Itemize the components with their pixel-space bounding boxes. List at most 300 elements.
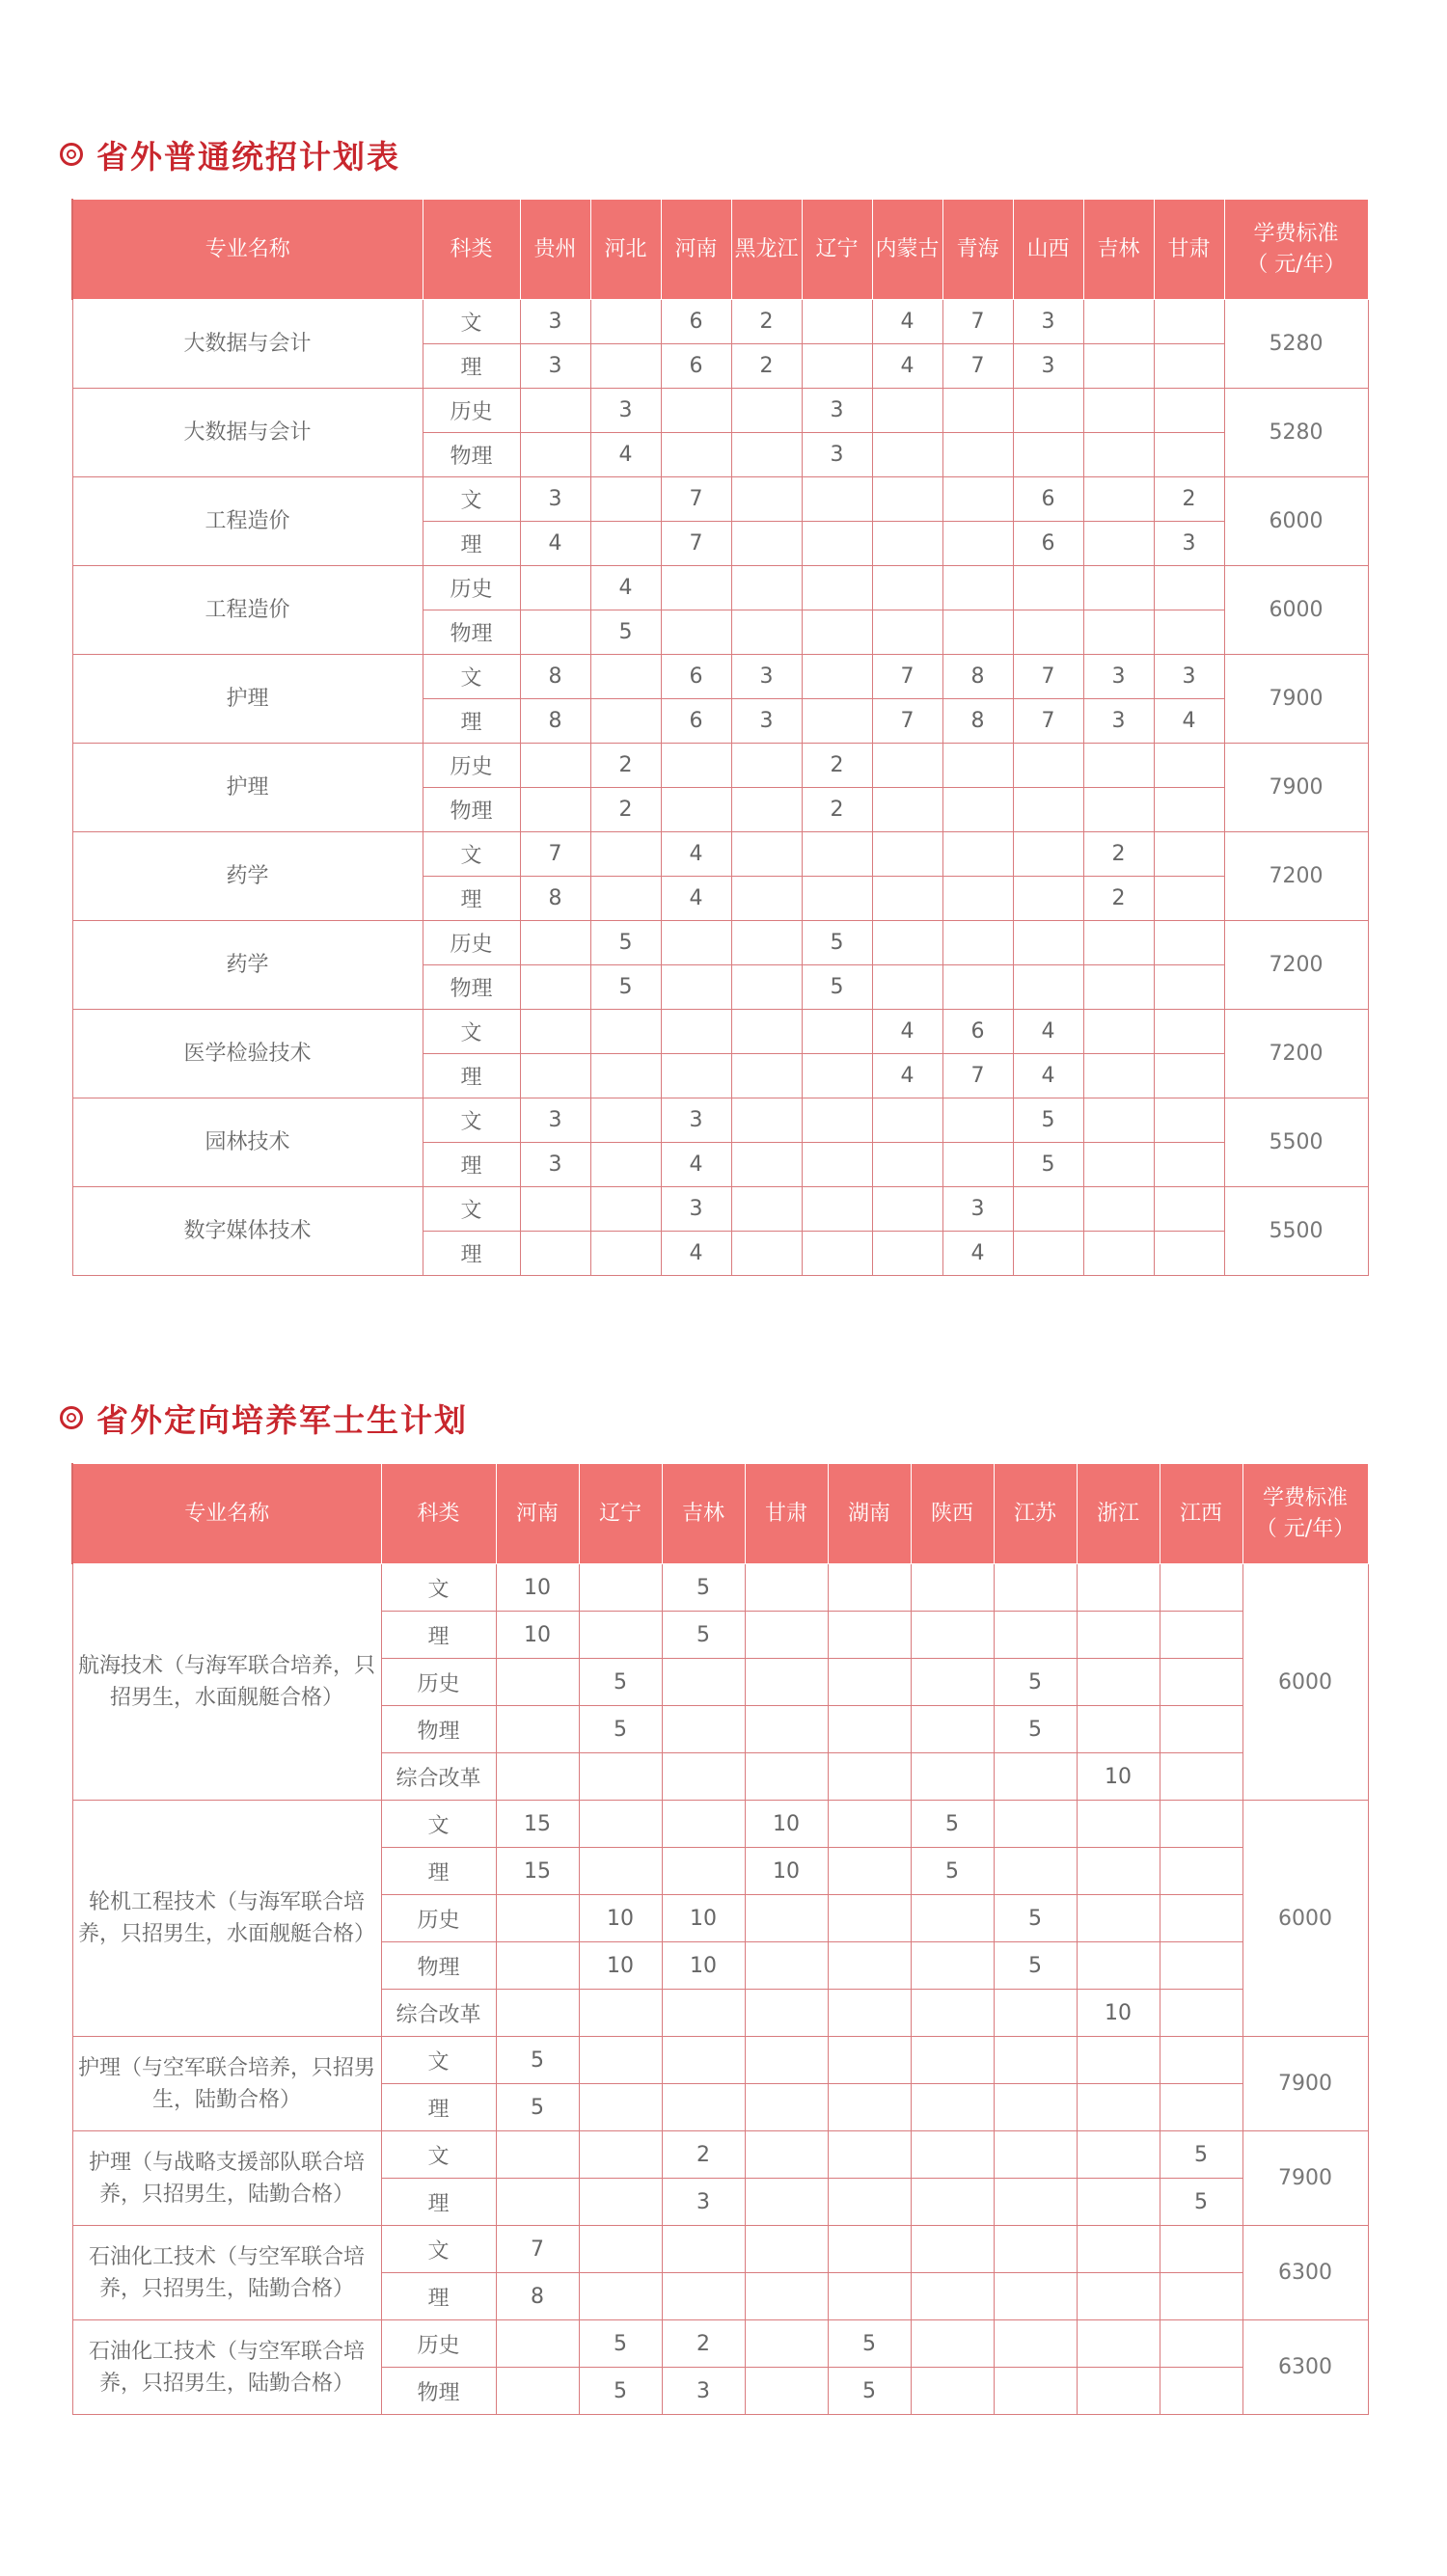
table-row <box>72 744 1368 788</box>
quota-cell: 10 <box>662 1942 745 1990</box>
quota-cell: 3 <box>942 1187 1013 1232</box>
column-header: 湖南 <box>828 1464 911 1564</box>
quota-cell <box>520 1232 590 1276</box>
quota-cell <box>1154 1143 1224 1187</box>
quota-cell <box>496 2320 579 2368</box>
quota-cell <box>731 877 802 921</box>
subject-type-cell: 文 <box>381 1801 496 1848</box>
quota-cell <box>994 1564 1077 1612</box>
column-header: 河北 <box>590 200 661 300</box>
subject-type-cell: 历史 <box>423 744 520 788</box>
quota-cell <box>1154 433 1224 477</box>
quota-cell <box>520 744 590 788</box>
quota-cell: 5 <box>994 1706 1077 1753</box>
quota-cell <box>994 2273 1077 2320</box>
quota-cell <box>911 2320 994 2368</box>
quota-cell <box>520 921 590 965</box>
quota-cell <box>745 1659 828 1706</box>
quota-cell <box>590 344 661 389</box>
quota-cell: 3 <box>520 1143 590 1187</box>
quota-cell <box>1160 2273 1242 2320</box>
quota-cell: 5 <box>994 1659 1077 1706</box>
quota-cell: 3 <box>520 300 590 344</box>
quota-cell: 5 <box>1013 1143 1083 1187</box>
quota-cell <box>942 389 1013 433</box>
subject-type-cell: 文 <box>423 655 520 699</box>
quota-cell <box>745 1895 828 1942</box>
tuition-fee-cell: 7900 <box>1224 655 1368 744</box>
quota-cell: 3 <box>662 2179 745 2226</box>
quota-cell: 7 <box>1013 699 1083 744</box>
column-header: 吉林 <box>1083 200 1154 300</box>
major-name-cell: 医学检验技术 <box>72 1010 423 1098</box>
quota-cell: 4 <box>590 566 661 610</box>
table-row <box>72 300 1368 344</box>
subject-type-cell: 文 <box>423 477 520 522</box>
quota-cell <box>579 2084 662 2131</box>
quota-cell <box>496 1659 579 1706</box>
double-circle-icon <box>60 1406 83 1429</box>
quota-cell <box>942 921 1013 965</box>
subject-type-cell: 理 <box>381 2179 496 2226</box>
quota-cell <box>802 1187 872 1232</box>
quota-cell: 3 <box>1013 344 1083 389</box>
table-row <box>72 2320 1368 2368</box>
quota-cell <box>496 2179 579 2226</box>
quota-cell: 5 <box>828 2368 911 2415</box>
general-enrollment-table <box>71 199 1369 1276</box>
table-row <box>72 2226 1368 2273</box>
quota-cell <box>872 1232 942 1276</box>
quota-cell <box>1160 1612 1242 1659</box>
major-name-cell: 大数据与会计 <box>72 389 423 477</box>
quota-cell <box>579 2037 662 2084</box>
quota-cell <box>911 2368 994 2415</box>
quota-cell <box>911 2179 994 2226</box>
quota-cell <box>828 2131 911 2179</box>
quota-cell <box>872 877 942 921</box>
major-name-cell: 护理（与空军联合培养，只招男生，陆勤合格） <box>72 2037 381 2131</box>
table-row <box>72 2131 1368 2179</box>
quota-cell: 5 <box>994 1942 1077 1990</box>
quota-cell <box>802 1098 872 1143</box>
subject-type-cell: 文 <box>423 1098 520 1143</box>
quota-cell <box>1154 744 1224 788</box>
quota-cell: 4 <box>661 1143 731 1187</box>
quota-cell <box>731 566 802 610</box>
quota-cell <box>994 2226 1077 2273</box>
quota-cell <box>1077 1942 1160 1990</box>
section-title-text: 省外定向培养军士生计划 <box>96 1400 468 1439</box>
column-header: 辽宁 <box>802 200 872 300</box>
quota-cell <box>496 1706 579 1753</box>
quota-cell <box>1154 921 1224 965</box>
quota-cell <box>872 1143 942 1187</box>
subject-type-cell: 文 <box>381 1564 496 1612</box>
quota-cell <box>942 744 1013 788</box>
quota-cell <box>872 433 942 477</box>
quota-cell <box>1013 566 1083 610</box>
quota-cell <box>520 1010 590 1054</box>
quota-cell <box>1077 1612 1160 1659</box>
subject-type-cell: 理 <box>423 699 520 744</box>
quota-cell <box>1013 610 1083 655</box>
quota-cell: 4 <box>942 1232 1013 1276</box>
major-name-cell: 航海技术（与海军联合培养，只招男生，水面舰艇合格） <box>72 1564 381 1801</box>
quota-cell <box>1077 1895 1160 1942</box>
quota-cell <box>579 1848 662 1895</box>
quota-cell <box>590 300 661 344</box>
quota-cell: 4 <box>661 1232 731 1276</box>
quota-cell <box>828 1895 911 1942</box>
quota-cell: 5 <box>579 1706 662 1753</box>
quota-cell: 10 <box>745 1848 828 1895</box>
quota-cell <box>520 433 590 477</box>
quota-cell: 3 <box>520 477 590 522</box>
quota-cell <box>590 1010 661 1054</box>
quota-cell: 3 <box>1083 655 1154 699</box>
quota-cell <box>731 477 802 522</box>
quota-cell <box>911 1564 994 1612</box>
quota-cell: 10 <box>496 1564 579 1612</box>
major-name-cell: 石油化工技术（与空军联合培养，只招男生，陆勤合格） <box>72 2320 381 2415</box>
subject-type-cell: 理 <box>423 522 520 566</box>
quota-cell: 4 <box>872 344 942 389</box>
quota-cell <box>745 2368 828 2415</box>
subject-type-cell: 理 <box>381 2273 496 2320</box>
quota-cell <box>1077 2131 1160 2179</box>
quota-cell <box>872 610 942 655</box>
quota-cell <box>872 832 942 877</box>
double-circle-icon <box>60 143 83 166</box>
quota-cell <box>579 1564 662 1612</box>
quota-cell <box>1083 921 1154 965</box>
quota-cell: 3 <box>1083 699 1154 744</box>
quota-cell <box>662 2084 745 2131</box>
quota-cell <box>745 2179 828 2226</box>
tuition-fee-cell: 6000 <box>1224 566 1368 655</box>
quota-cell <box>579 2131 662 2179</box>
quota-cell <box>802 300 872 344</box>
quota-cell <box>802 522 872 566</box>
quota-cell <box>662 1848 745 1895</box>
column-header: 科类 <box>381 1464 496 1564</box>
quota-cell <box>579 1801 662 1848</box>
quota-cell <box>1083 389 1154 433</box>
quota-cell <box>1083 1010 1154 1054</box>
major-name-cell: 园林技术 <box>72 1098 423 1187</box>
quota-cell: 15 <box>496 1848 579 1895</box>
quota-cell <box>994 1612 1077 1659</box>
quota-cell: 5 <box>496 2037 579 2084</box>
quota-cell <box>1013 433 1083 477</box>
tuition-fee-cell: 7200 <box>1224 832 1368 921</box>
quota-cell: 5 <box>496 2084 579 2131</box>
column-header: 科类 <box>423 200 520 300</box>
quota-cell <box>1154 1010 1224 1054</box>
quota-cell <box>661 788 731 832</box>
quota-cell <box>661 389 731 433</box>
quota-cell <box>911 1942 994 1990</box>
quota-cell: 2 <box>731 300 802 344</box>
quota-cell <box>662 1706 745 1753</box>
quota-cell: 7 <box>872 655 942 699</box>
quota-cell <box>994 1801 1077 1848</box>
quota-cell: 3 <box>590 389 661 433</box>
quota-cell <box>1160 2226 1242 2273</box>
quota-cell <box>872 477 942 522</box>
quota-cell <box>662 1801 745 1848</box>
quota-cell <box>731 832 802 877</box>
column-header: 内蒙古 <box>872 200 942 300</box>
table-row <box>72 1187 1368 1232</box>
quota-cell: 2 <box>802 788 872 832</box>
major-name-cell: 大数据与会计 <box>72 300 423 389</box>
quota-cell <box>872 921 942 965</box>
subject-type-cell: 历史 <box>381 1659 496 1706</box>
quota-cell: 6 <box>661 300 731 344</box>
subject-type-cell: 文 <box>381 2037 496 2084</box>
subject-type-cell: 文 <box>423 1010 520 1054</box>
quota-cell <box>1013 921 1083 965</box>
quota-cell: 5 <box>662 1564 745 1612</box>
quota-cell: 3 <box>662 2368 745 2415</box>
quota-cell <box>662 1753 745 1801</box>
quota-cell: 5 <box>579 2320 662 2368</box>
quota-cell: 7 <box>1013 655 1083 699</box>
table-row <box>72 2037 1368 2084</box>
quota-cell <box>1160 2037 1242 2084</box>
quota-cell <box>1013 788 1083 832</box>
table-row <box>72 921 1368 965</box>
quota-cell <box>994 2179 1077 2226</box>
subject-type-cell: 物理 <box>381 1942 496 1990</box>
quota-cell <box>1077 2084 1160 2131</box>
quota-cell <box>1083 1143 1154 1187</box>
quota-cell: 4 <box>872 1054 942 1098</box>
subject-type-cell: 物理 <box>381 1706 496 1753</box>
quota-cell <box>911 2084 994 2131</box>
header-row <box>72 1464 1368 1564</box>
quota-cell <box>1083 1187 1154 1232</box>
quota-cell <box>1077 2179 1160 2226</box>
quota-cell: 5 <box>802 921 872 965</box>
subject-type-cell: 物理 <box>423 433 520 477</box>
column-header: 专业名称 <box>72 1464 381 1564</box>
quota-cell: 3 <box>520 1098 590 1143</box>
quota-cell <box>828 1942 911 1990</box>
subject-type-cell: 物理 <box>423 788 520 832</box>
quota-cell <box>731 965 802 1010</box>
quota-cell <box>520 389 590 433</box>
quota-cell <box>590 699 661 744</box>
quota-cell: 7 <box>520 832 590 877</box>
quota-cell: 6 <box>1013 522 1083 566</box>
quota-cell: 8 <box>520 655 590 699</box>
quota-cell <box>731 1054 802 1098</box>
quota-cell <box>590 1098 661 1143</box>
quota-cell: 8 <box>520 699 590 744</box>
quota-cell <box>662 2037 745 2084</box>
quota-cell <box>1083 1232 1154 1276</box>
quota-cell: 4 <box>520 522 590 566</box>
quota-cell <box>579 1753 662 1801</box>
quota-cell <box>590 1232 661 1276</box>
table-row <box>72 1010 1368 1054</box>
tuition-fee-cell: 7900 <box>1224 744 1368 832</box>
quota-cell <box>1083 1054 1154 1098</box>
quota-cell: 10 <box>579 1895 662 1942</box>
column-header: 辽宁 <box>579 1464 662 1564</box>
quota-cell: 5 <box>911 1848 994 1895</box>
quota-cell: 3 <box>1013 300 1083 344</box>
quota-cell <box>1160 1564 1242 1612</box>
column-header: 浙江 <box>1077 1464 1160 1564</box>
quota-cell <box>496 1753 579 1801</box>
subject-type-cell: 文 <box>423 300 520 344</box>
quota-cell: 6 <box>661 655 731 699</box>
quota-cell: 6 <box>661 344 731 389</box>
quota-cell <box>942 832 1013 877</box>
quota-cell <box>942 877 1013 921</box>
subject-type-cell: 历史 <box>423 921 520 965</box>
column-header: 学费标准 （ 元/年） <box>1224 200 1368 300</box>
quota-cell <box>1013 1232 1083 1276</box>
quota-cell <box>731 1010 802 1054</box>
quota-cell <box>579 2226 662 2273</box>
quota-cell <box>802 566 872 610</box>
quota-cell <box>662 1659 745 1706</box>
quota-cell <box>590 1143 661 1187</box>
quota-cell: 3 <box>661 1187 731 1232</box>
quota-cell: 10 <box>1077 1753 1160 1801</box>
quota-cell <box>828 1848 911 1895</box>
quota-cell <box>1083 433 1154 477</box>
quota-cell <box>828 1801 911 1848</box>
quota-cell <box>828 1753 911 1801</box>
quota-cell <box>994 2131 1077 2179</box>
tuition-fee-cell: 5280 <box>1224 300 1368 389</box>
column-header: 河南 <box>496 1464 579 1564</box>
quota-cell <box>661 1054 731 1098</box>
quota-cell <box>911 2226 994 2273</box>
quota-cell: 5 <box>1160 2179 1242 2226</box>
quota-cell <box>1160 1990 1242 2037</box>
quota-cell <box>1013 744 1083 788</box>
quota-cell <box>872 744 942 788</box>
quota-cell <box>1154 1187 1224 1232</box>
quota-cell <box>828 2179 911 2226</box>
subject-type-cell: 综合改革 <box>381 1990 496 2037</box>
quota-cell <box>942 610 1013 655</box>
quota-cell <box>911 1659 994 1706</box>
subject-type-cell: 理 <box>423 1232 520 1276</box>
tuition-fee-cell: 6300 <box>1242 2320 1368 2415</box>
major-name-cell: 药学 <box>72 921 423 1010</box>
tuition-fee-cell: 6000 <box>1242 1801 1368 2037</box>
quota-cell <box>1013 877 1083 921</box>
quota-cell <box>662 2273 745 2320</box>
major-name-cell: 护理 <box>72 655 423 744</box>
quota-cell <box>1154 300 1224 344</box>
quota-cell <box>496 1942 579 1990</box>
quota-cell: 6 <box>1013 477 1083 522</box>
quota-cell <box>1154 344 1224 389</box>
major-name-cell: 工程造价 <box>72 566 423 655</box>
column-header: 甘肃 <box>1154 200 1224 300</box>
quota-cell <box>1083 300 1154 344</box>
quota-cell: 2 <box>1083 877 1154 921</box>
quota-cell <box>496 2368 579 2415</box>
quota-cell: 15 <box>496 1801 579 1848</box>
quota-cell <box>994 2320 1077 2368</box>
quota-cell <box>731 522 802 566</box>
quota-cell <box>731 1232 802 1276</box>
quota-cell <box>1077 1848 1160 1895</box>
subject-type-cell: 理 <box>381 1612 496 1659</box>
quota-cell: 2 <box>1083 832 1154 877</box>
quota-cell <box>1013 965 1083 1010</box>
table-row <box>72 832 1368 877</box>
column-header: 学费标准 （ 元/年） <box>1242 1464 1368 1564</box>
quota-cell: 3 <box>802 433 872 477</box>
quota-cell: 5 <box>802 965 872 1010</box>
column-header: 贵州 <box>520 200 590 300</box>
quota-cell <box>828 1990 911 2037</box>
quota-cell <box>1077 1801 1160 1848</box>
subject-type-cell: 理 <box>423 877 520 921</box>
quota-cell: 10 <box>1077 1990 1160 2037</box>
quota-cell <box>828 1659 911 1706</box>
quota-cell <box>1154 389 1224 433</box>
quota-cell <box>1154 965 1224 1010</box>
table-row <box>72 1098 1368 1143</box>
quota-cell <box>1077 2273 1160 2320</box>
quota-cell: 4 <box>590 433 661 477</box>
quota-cell: 10 <box>745 1801 828 1848</box>
quota-cell <box>872 389 942 433</box>
subject-type-cell: 理 <box>423 1143 520 1187</box>
quota-cell <box>911 1706 994 1753</box>
table-row <box>72 389 1368 433</box>
quota-cell: 6 <box>942 1010 1013 1054</box>
quota-cell: 4 <box>1013 1054 1083 1098</box>
subject-type-cell: 文 <box>381 2131 496 2179</box>
quota-cell <box>1154 788 1224 832</box>
tuition-fee-cell: 6300 <box>1242 2226 1368 2320</box>
quota-cell <box>745 1564 828 1612</box>
quota-cell <box>1160 1848 1242 1895</box>
quota-cell <box>496 1895 579 1942</box>
column-header: 陕西 <box>911 1464 994 1564</box>
tuition-fee-cell: 7200 <box>1224 921 1368 1010</box>
tuition-fee-cell: 6000 <box>1242 1564 1368 1801</box>
quota-cell <box>1083 1098 1154 1143</box>
quota-cell <box>802 832 872 877</box>
major-name-cell: 药学 <box>72 832 423 921</box>
quota-cell <box>1083 610 1154 655</box>
subject-type-cell: 物理 <box>381 2368 496 2415</box>
subject-type-cell: 综合改革 <box>381 1753 496 1801</box>
major-name-cell: 护理 <box>72 744 423 832</box>
column-header: 山西 <box>1013 200 1083 300</box>
quota-cell <box>911 2131 994 2179</box>
subject-type-cell: 物理 <box>423 610 520 655</box>
quota-cell <box>520 610 590 655</box>
column-header: 江苏 <box>994 1464 1077 1564</box>
quota-cell <box>872 965 942 1010</box>
quota-cell <box>662 1990 745 2037</box>
